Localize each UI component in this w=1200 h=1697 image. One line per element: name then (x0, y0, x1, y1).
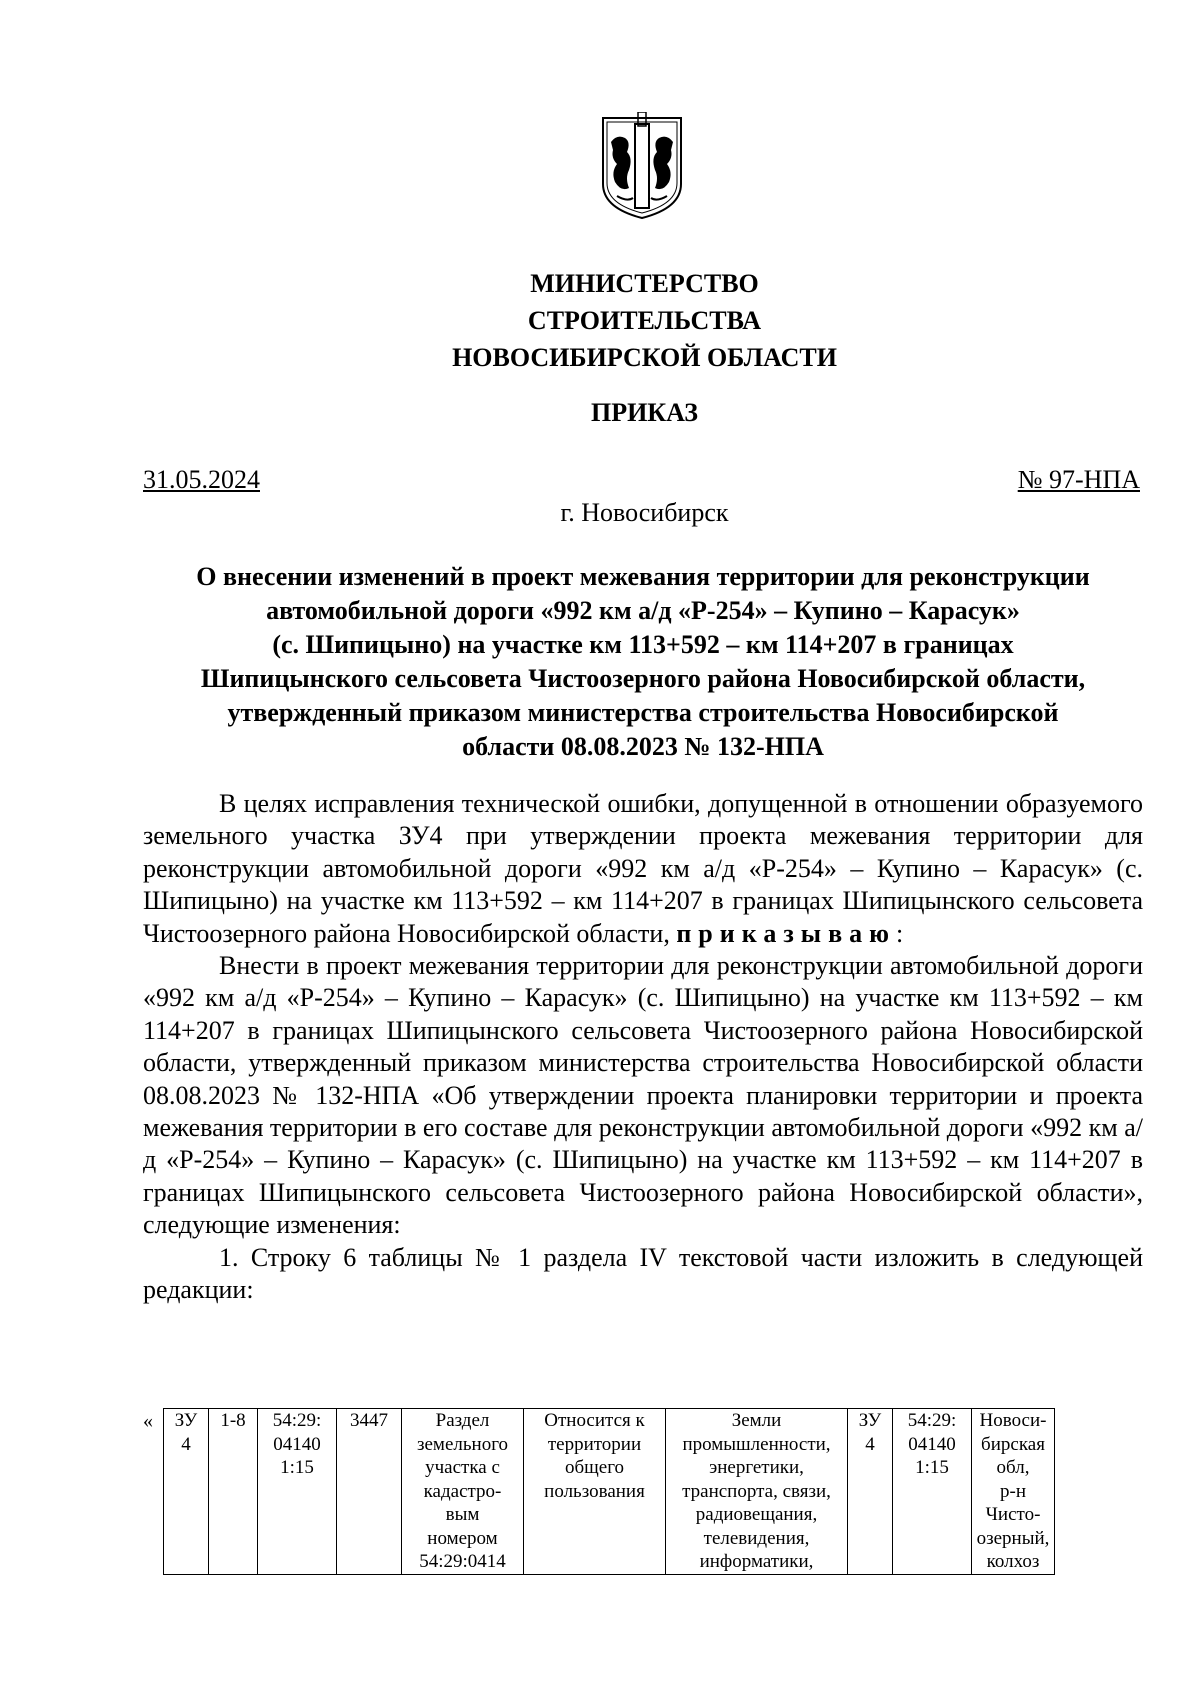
document-title (143, 560, 1143, 764)
order-keyword: приказываю (676, 918, 896, 948)
title-line: О внесении изменений в проект межевания территории для реконструкции (196, 562, 1090, 591)
amendment-table (163, 1408, 1055, 1575)
org-line: МИНИСТЕРСТВО (530, 269, 759, 298)
table-cell: 3447 (337, 1409, 402, 1575)
table-cell: Раздел земельного участка с кадастро- вым номером 54:29:0414 (402, 1409, 524, 1575)
paragraph-main: Внести в проект межевания территории для реконструкции автомобильной дороги «992 км а/д «Р-254» – Купино – Карасук» (с. Шипицыно) на участке км 113+592 – км 114+207 в границах Шипицынского сельсовета Чистоозерного района Новосибирской области, утвержденный приказом министерства строительства Новосибирской области 08.08.2023 № 132-НПА «Об утверждении проекта планировки территории и проекта межевания территории в его составе для реконструкции автомобильной дороги «992 км а/д «Р-254» – Купино – Карасук» (с. Шипицыно) на участке км 113+592 – км 114+207 в границах Шипицынского сельсовета Чистоозерного района Новосибирской области», следующие изменения: (143, 951, 1143, 1240)
org-line: НОВОСИБИРСКОЙ ОБЛАСТИ (452, 343, 837, 372)
title-line: утвержденный приказом министерства строительства Новосибирской (227, 698, 1059, 727)
paragraph-item-1: 1. Строку 6 таблицы № 1 раздела IV текстовой части изложить в следующей редакции: (143, 1242, 1143, 1305)
table-cell: 54:29: 04140 1:15 (893, 1409, 972, 1575)
org-line: СТРОИТЕЛЬСТВА (527, 306, 762, 335)
document-date: 31.05.2024 (143, 465, 260, 494)
document-body (143, 788, 1143, 1307)
open-quote: « (143, 1410, 153, 1432)
table-cell: 54:29: 04140 1:15 (258, 1409, 337, 1575)
document-type: ПРИКАЗ (590, 398, 699, 427)
document-number: № 97-НПА (1017, 465, 1140, 494)
table-cell: 1-8 (209, 1409, 258, 1575)
title-line: Шипицынского сельсовета Чистоозерного района Новосибирской области, (200, 664, 1086, 693)
table-cell: Относится к территории общего пользования (524, 1409, 666, 1575)
coat-of-arms-icon (597, 112, 687, 222)
table-row (164, 1409, 1055, 1575)
table-cell: ЗУ 4 (164, 1409, 209, 1575)
document-city: г. Новосибирск (560, 498, 729, 527)
title-line: области 08.08.2023 № 132-НПА (462, 732, 824, 761)
organization-name (0, 265, 1200, 376)
title-line: автомобильной дороги «992 км а/д «Р-254» – Купино – Карасук» (266, 596, 1020, 625)
paragraph-preamble (143, 788, 1143, 950)
preamble-end: : (896, 918, 904, 948)
table-cell: Земли промышленности, энергетики, транспорта, связи, радиовещания, телевидения, информатики, (666, 1409, 848, 1575)
table-cell: ЗУ 4 (848, 1409, 893, 1575)
table-cell: Новоси- бирская обл, р-н Чисто- озерный, колхоз (972, 1409, 1055, 1575)
preamble-text: В целях исправления технической ошибки, допущенной в отношении образуемого земельного участка ЗУ4 при утверждении проекта межевания территории для реконструкции автомобильной дороги «992 км а/д «Р-254» – Купино – Карасук» (с. Шипицыно) на участке км 113+592 – км 114+207 в границах Шипицынского сельсовета Чистоозерного района Новосибирской области, (143, 789, 1143, 948)
title-line: (с. Шипицыно) на участке км 113+592 – км 114+207 в границах (272, 630, 1014, 659)
